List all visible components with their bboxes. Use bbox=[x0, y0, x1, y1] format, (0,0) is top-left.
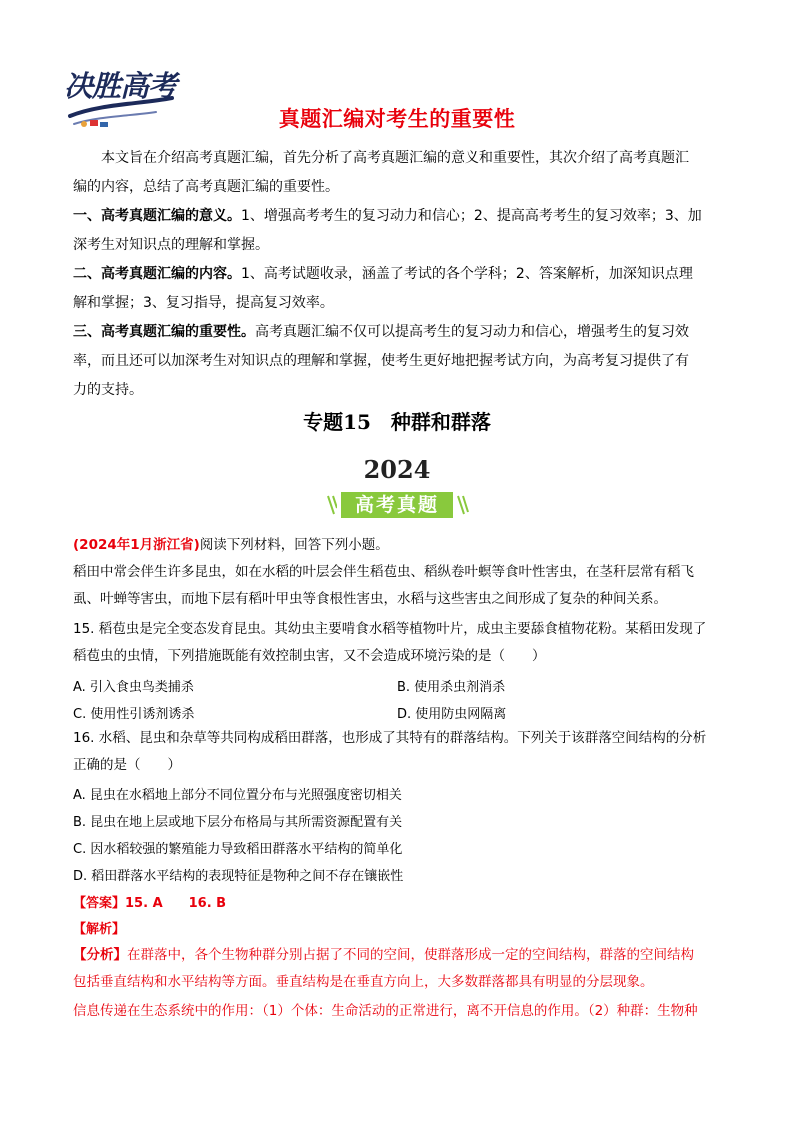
section-text: 1、高考试题收录，涵盖了考试的各个学科；2、答案解析，加深知识点理 bbox=[241, 266, 693, 282]
q16-option-a: A. 昆虫在水稻地上部分不同位置分布与光照强度密切相关 bbox=[73, 788, 402, 803]
q15-option-a: A. 引入食虫鸟类捕杀 bbox=[73, 680, 194, 695]
answer-value: 15. A 16. B bbox=[125, 896, 227, 911]
topic-title: 专题15 种群和群落 bbox=[303, 410, 491, 434]
section-text: 率，而且还可以加深考生对知识点的理解和掌握，使考生更好地把握考试方向，为高考复习提供了有 bbox=[73, 353, 689, 369]
section-text: 解和掌握；3、复习指导，提高复习效率。 bbox=[73, 295, 334, 311]
section-lead: 一、高考真题汇编的意义。 bbox=[73, 208, 241, 224]
question-15 bbox=[73, 616, 723, 670]
intro-line-1: 本文旨在介绍高考真题汇编，首先分析了高考真题汇编的意义和重要性，其次介绍了高考真题汇 bbox=[101, 150, 689, 166]
logo-text: 决胜高考 bbox=[64, 69, 177, 103]
material-line: 虱、叶蝉等害虫，而地下层有稻叶甲虫等食根性害虫，水稻与这些害虫之间形成了复杂的种间关系。 bbox=[73, 591, 667, 607]
banner-label: 高考真题 bbox=[341, 492, 453, 518]
analysis-line: 包括垂直结构和水平结构等方面。垂直结构是在垂直方向上，大多数群落都具有明显的分层现象。 bbox=[73, 974, 654, 990]
material-block bbox=[73, 532, 723, 613]
section-significance bbox=[73, 202, 723, 260]
exam-banner bbox=[325, 490, 470, 522]
info-block bbox=[73, 998, 723, 1025]
answer-line bbox=[73, 892, 226, 911]
stripe-icon bbox=[325, 494, 337, 516]
answer-label: 【答案】 bbox=[73, 896, 126, 911]
analysis-sub-label: 【分析】 bbox=[73, 947, 127, 963]
q15-option-c: C. 使用性引诱剂诱杀 bbox=[73, 707, 195, 722]
q16-option-d: D. 稻田群落水平结构的表现特征是物种之间不存在镶嵌性 bbox=[73, 869, 404, 884]
year-heading: 2024 bbox=[363, 455, 431, 484]
stripe-icon bbox=[457, 494, 469, 516]
info-line: 信息传递在生态系统中的作用：（1）个体：生命活动的正常进行，离不开信息的作用。（2）种群：生物种 bbox=[73, 1003, 698, 1019]
question-16 bbox=[73, 725, 723, 779]
section-text: 1、增强高考考生的复习动力和信心；2、提高高考考生的复习效率；3、加 bbox=[241, 208, 702, 224]
analysis-block bbox=[73, 942, 723, 996]
q16-option-c: C. 因水稻较强的繁殖能力导致稻田群落水平结构的简单化 bbox=[73, 842, 403, 857]
intro-paragraph bbox=[73, 144, 723, 202]
analysis-line: 在群落中，各个生物种群分别占据了不同的空间，使群落形成一定的空间结构，群落的空间结构 bbox=[127, 947, 694, 963]
main-title: 真题汇编对考生的重要性 bbox=[278, 107, 516, 131]
section-lead: 三、高考真题汇编的重要性。 bbox=[73, 324, 255, 340]
section-text: 高考真题汇编不仅可以提高考生的复习动力和信心，增强考生的复习效 bbox=[255, 324, 689, 340]
material-line: 稻田中常会伴生许多昆虫，如在水稻的叶层会伴生稻苞虫、稻纵卷叶螟等食叶性害虫，在茎秆层常有稻飞 bbox=[73, 564, 694, 580]
section-importance bbox=[73, 318, 723, 405]
question-source: (2024年1月浙江省) bbox=[73, 537, 200, 553]
question-line: 15. 稻苞虫是完全变态发育昆虫。其幼虫主要啃食水稻等植物叶片，成虫主要舔食植物花粉。某稻田发现了 bbox=[73, 621, 707, 637]
analysis-label: 【解析】 bbox=[73, 922, 126, 937]
material-prompt: 阅读下列材料，回答下列小题。 bbox=[199, 537, 389, 553]
section-text: 深考生对知识点的理解和掌握。 bbox=[73, 237, 269, 253]
question-line: 16. 水稻、昆虫和杂草等共同构成稻田群落，也形成了其特有的群落结构。下列关于该群落空间结构的分析 bbox=[73, 730, 707, 746]
question-line: 正确的是（ ） bbox=[73, 757, 181, 773]
section-content bbox=[73, 260, 723, 318]
q16-option-b: B. 昆虫在地上层或地下层分布格局与其所需资源配置有关 bbox=[73, 815, 403, 830]
intro-line-2: 编的内容，总结了高考真题汇编的重要性。 bbox=[73, 179, 339, 195]
q15-option-b: B. 使用杀虫剂消杀 bbox=[397, 680, 506, 695]
q15-option-d: D. 使用防虫网隔离 bbox=[397, 707, 507, 722]
question-line: 稻苞虫的虫情，下列措施既能有效控制虫害，又不会造成环境污染的是（ ） bbox=[73, 648, 546, 664]
section-text: 力的支持。 bbox=[73, 382, 143, 398]
section-lead: 二、高考真题汇编的内容。 bbox=[73, 266, 241, 282]
